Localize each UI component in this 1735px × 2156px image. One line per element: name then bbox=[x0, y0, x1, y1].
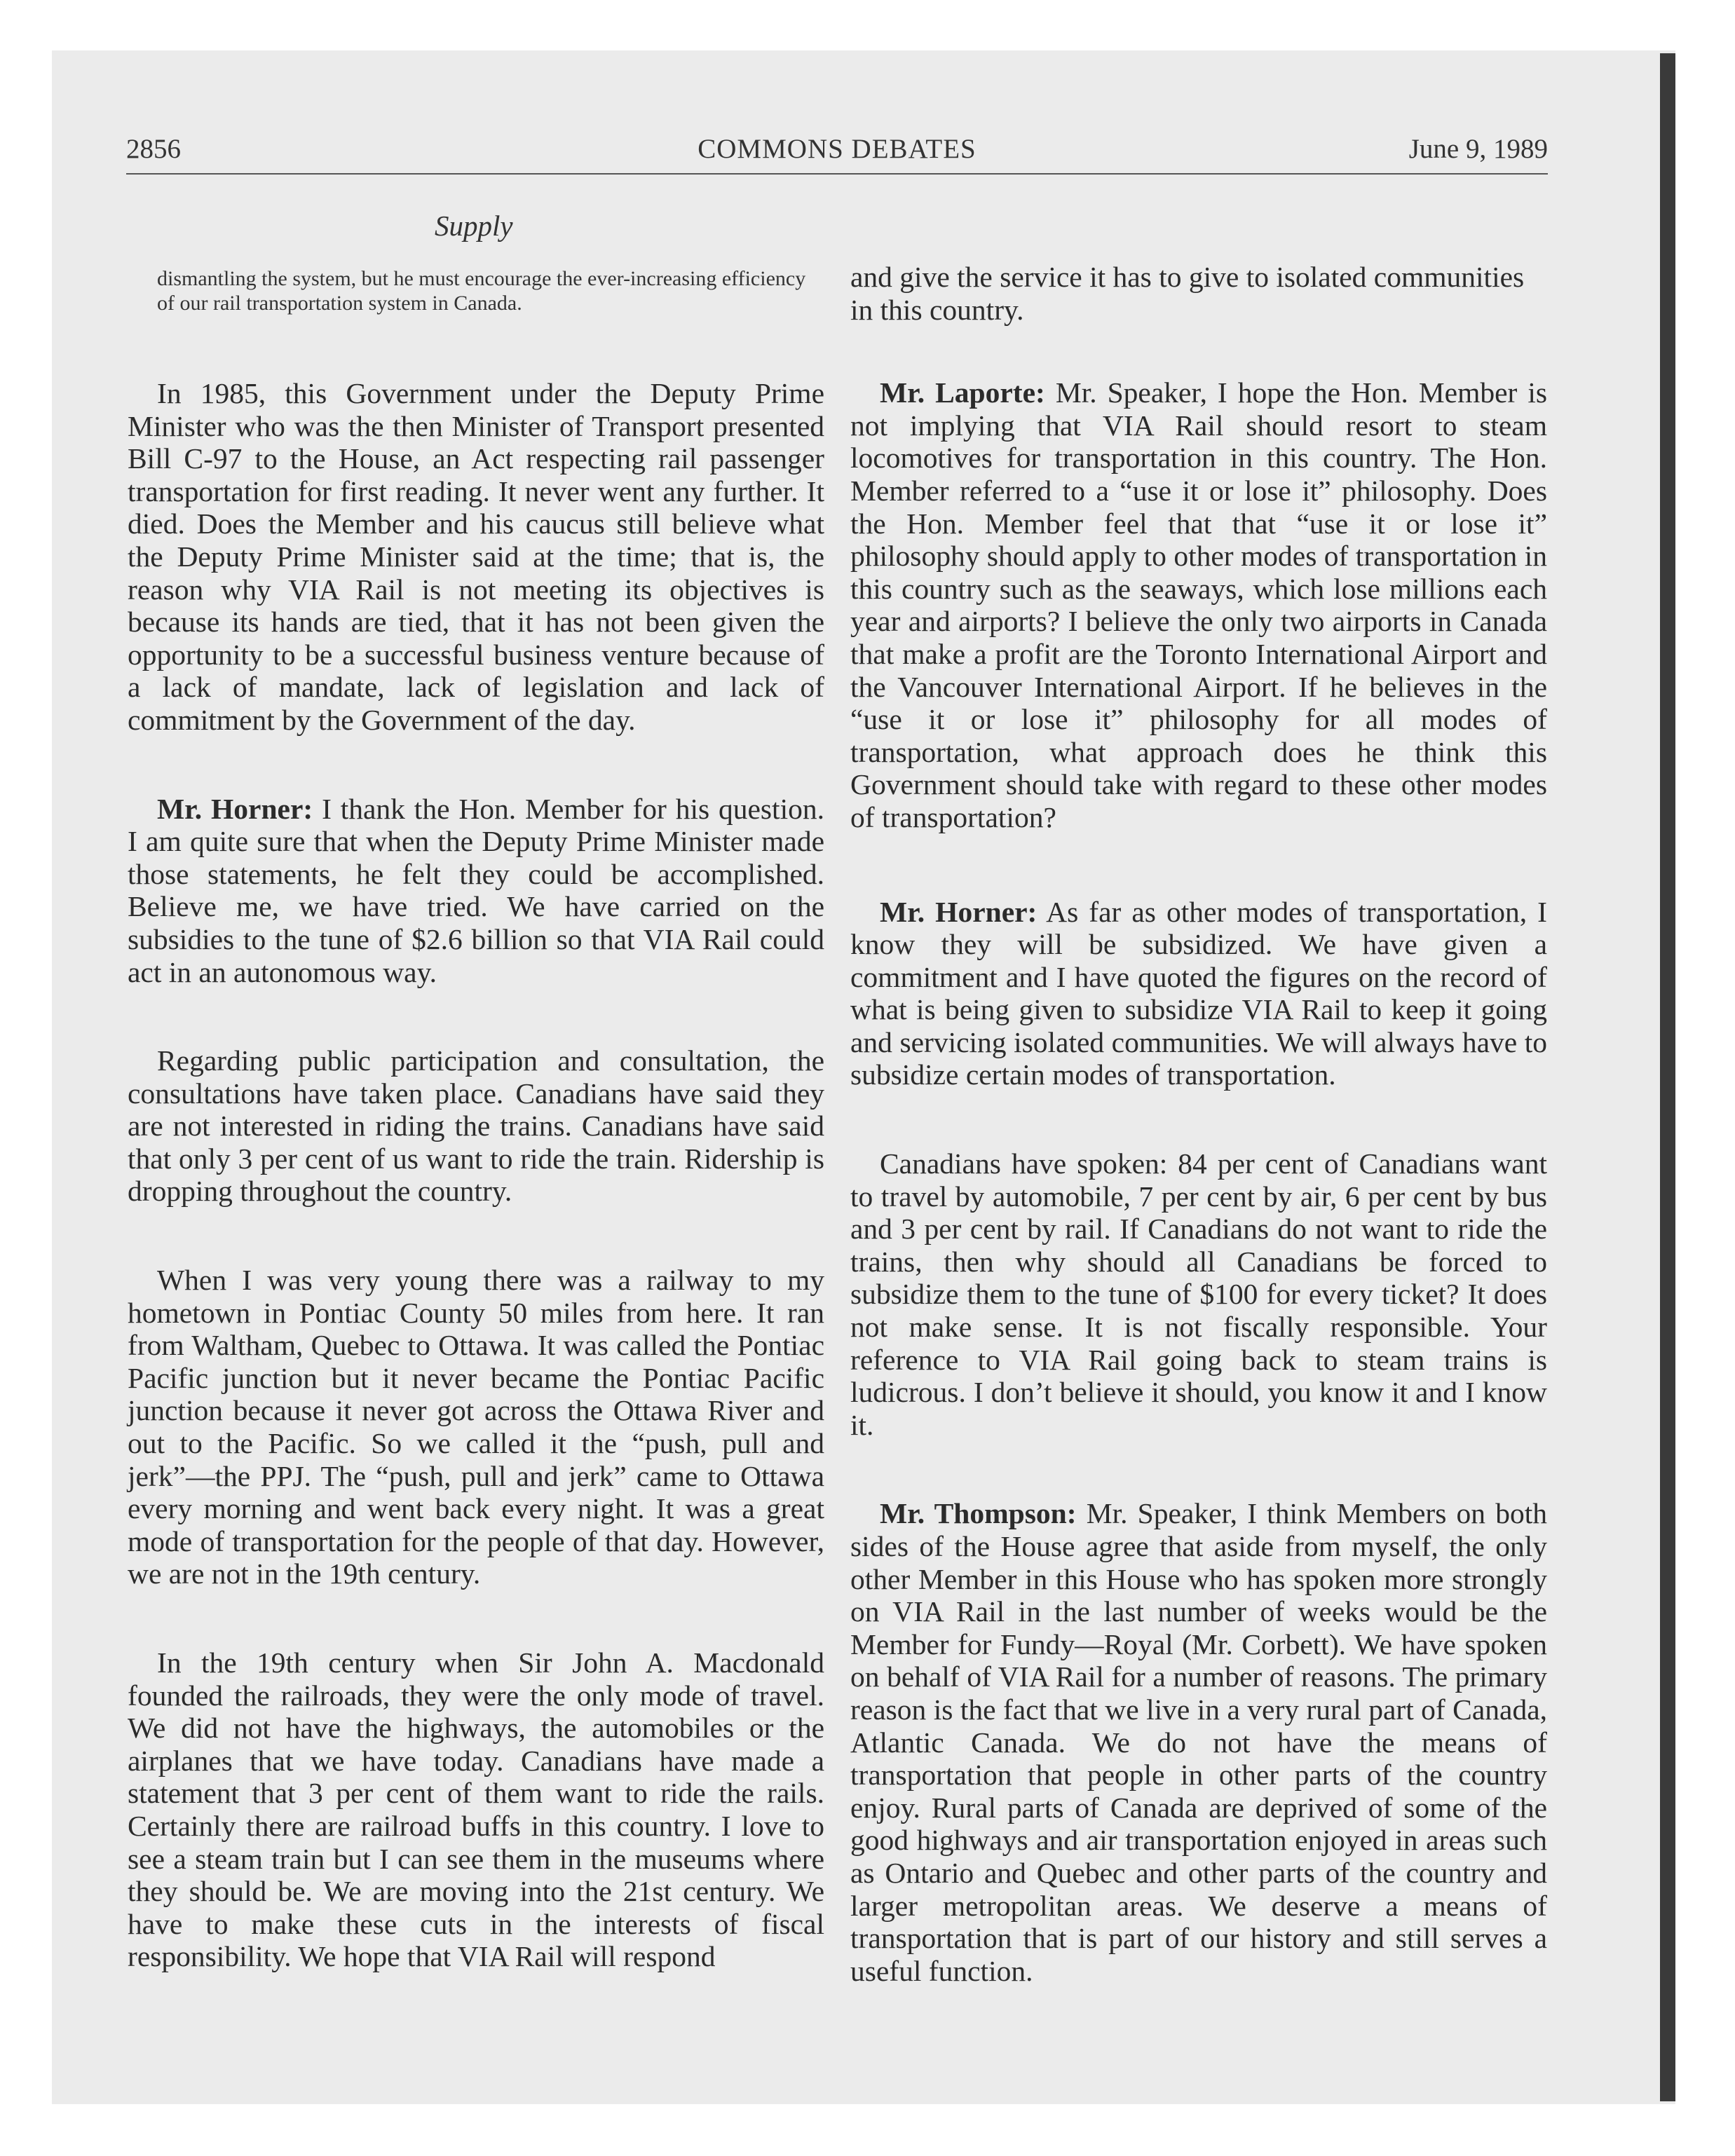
left-column bbox=[128, 261, 824, 1973]
paragraph bbox=[850, 376, 1547, 833]
paragraph: In 1985, this Government under the Deputy Prime Minister who was the then Minister of Transport presented Bill C-97 to the House, an Act respecting rail passenger transportation for first reading. It never went any further. It died. Does the Member and his caucus still believe what the Deputy Prime Minister said at the time; that is, the reason why VIA Rail is not meeting its objectives is because its hands are tied, that it has not been given the opportunity to be a successful business venture because of a lack of mandate, lack of legislation and lack of commitment by the Government of the day. bbox=[128, 377, 824, 736]
page-header bbox=[126, 133, 1548, 175]
paragraph-text: As far as other modes of transportation, I know they will be subsidized. We have given a commitment and I have quoted the figures on the record of what is being given to subsidize VIA Rail to keep it going and servicing isolated communities. We will always have to subsidize certain modes of transportation. bbox=[850, 895, 1547, 1091]
section-title: Supply bbox=[435, 210, 513, 242]
paragraph: Regarding public participation and consultation, the consultations have taken place. Canadians have said they are not interested in riding the trains. Canadians have said that only 3 per cent of us want to ride the train. Ridership is dropping throughout the country. bbox=[128, 1044, 824, 1208]
paragraph bbox=[128, 793, 824, 989]
paragraph bbox=[850, 1497, 1547, 1987]
continued-text: and give the service it has to give to isolated communities in this country. bbox=[850, 261, 1525, 326]
speaker-name: Mr. Thompson: bbox=[880, 1497, 1077, 1530]
header-rule bbox=[126, 173, 1548, 175]
right-column bbox=[850, 261, 1547, 1987]
paragraph bbox=[850, 896, 1547, 1092]
intro-small-text: dismantling the system, but he must encourage the ever-increasing efficiency of our rail transportation system in Canada. bbox=[157, 267, 806, 315]
publication-date: June 9, 1989 bbox=[1408, 134, 1548, 164]
paragraph-text: I thank the Hon. Member for his question. I am quite sure that when the Deputy Prime Minister made those statements, he felt they could be accomplished. Believe me, we have tried. We have carried on the subsidies to the tune of $2.6 billion so that VIA Rail could act in an autonomous way. bbox=[128, 792, 824, 988]
scan-edge-bar bbox=[1660, 53, 1675, 2101]
page-number: 2856 bbox=[126, 134, 181, 164]
paragraph: Canadians have spoken: 84 per cent of Canadians want to travel by automobile, 7 per cent by air, 6 per cent by bus and 3 per cent by rail. If Canadians do not want to ride the trains, then why should all Canadians be forced to subsidize them to the tune of $100 for every ticket? It does not make sense. It is not fiscally responsible. Your reference to VIA Rail going back to steam trains is ludicrous. I don’t believe it should, you know it and I know it. bbox=[850, 1147, 1547, 1441]
speaker-name: Mr. Horner: bbox=[880, 895, 1037, 928]
speaker-name: Mr. Laporte: bbox=[880, 376, 1045, 409]
paragraph-text: Mr. Speaker, I hope the Hon. Member is not implying that VIA Rail should resort to steam locomotives for transportation in this country. The Hon. Member referred to a “use it or lose it” philosophy. Does the Hon. Member feel that that “use it or lose it” philosophy should apply to other modes of transportation in this country such as the seaways, which lose millions each year and airports? I believe the only two airports in Canada that make a profit are the Toronto International Airport and the Vancouver International Airport. If he believes in the “use it or lose it” philosophy for all modes of transportation, what approach does he think this Government should take with regard to these other modes of transportation? bbox=[850, 376, 1548, 833]
paragraph: In the 19th century when Sir John A. Macdonald founded the railroads, they were the only mode of travel. We did not have the highways, the automobiles or the airplanes that we have today. Canadians have made a statement that 3 per cent of them want to ride the rails. Certainly there are railroad buffs in this country. I love to see a steam train but I can see them in the museums where they should be. We are moving into the 21st century. We have to make these cuts in the interests of fiscal responsibility. We hope that VIA Rail will respond bbox=[128, 1646, 824, 1973]
speaker-name: Mr. Horner: bbox=[157, 792, 313, 825]
paragraph-text: Mr. Speaker, I think Members on both sides of the House agree that aside from myself, the only other Member in this House who has spoken more strongly on VIA Rail in the last number of weeks would be the Member for Fundy—Royal (Mr. Corbett). We have spoken on behalf of VIA Rail for a number of reasons. The primary reason is the fact that we live in a very rural part of Canada, Atlantic Canada. We do not have the means of transportation that people in other parts of the country enjoy. Rural parts of Canada are deprived of some of the good highways and air transportation enjoyed in areas such as Ontario and Quebec and other parts of the country and larger metropolitan areas. We deserve a means of transportation that is part of our history and still serves a useful function. bbox=[850, 1497, 1548, 1987]
paragraph: When I was very young there was a railway to my hometown in Pontiac County 50 miles from here. It ran from Waltham, Quebec to Ottawa. It was called the Pontiac Pacific junction but it never became the Pontiac Pacific junction because it never got across the Ottawa River and out to the Pacific. So we called it the “push, pull and jerk”—the PPJ. The “push, pull and jerk” came to Ottawa every morning and went back every night. It was a great mode of transportation for the people of that day. However, we are not in the 19th century. bbox=[128, 1264, 824, 1590]
publication-title: COMMONS DEBATES bbox=[698, 134, 977, 164]
